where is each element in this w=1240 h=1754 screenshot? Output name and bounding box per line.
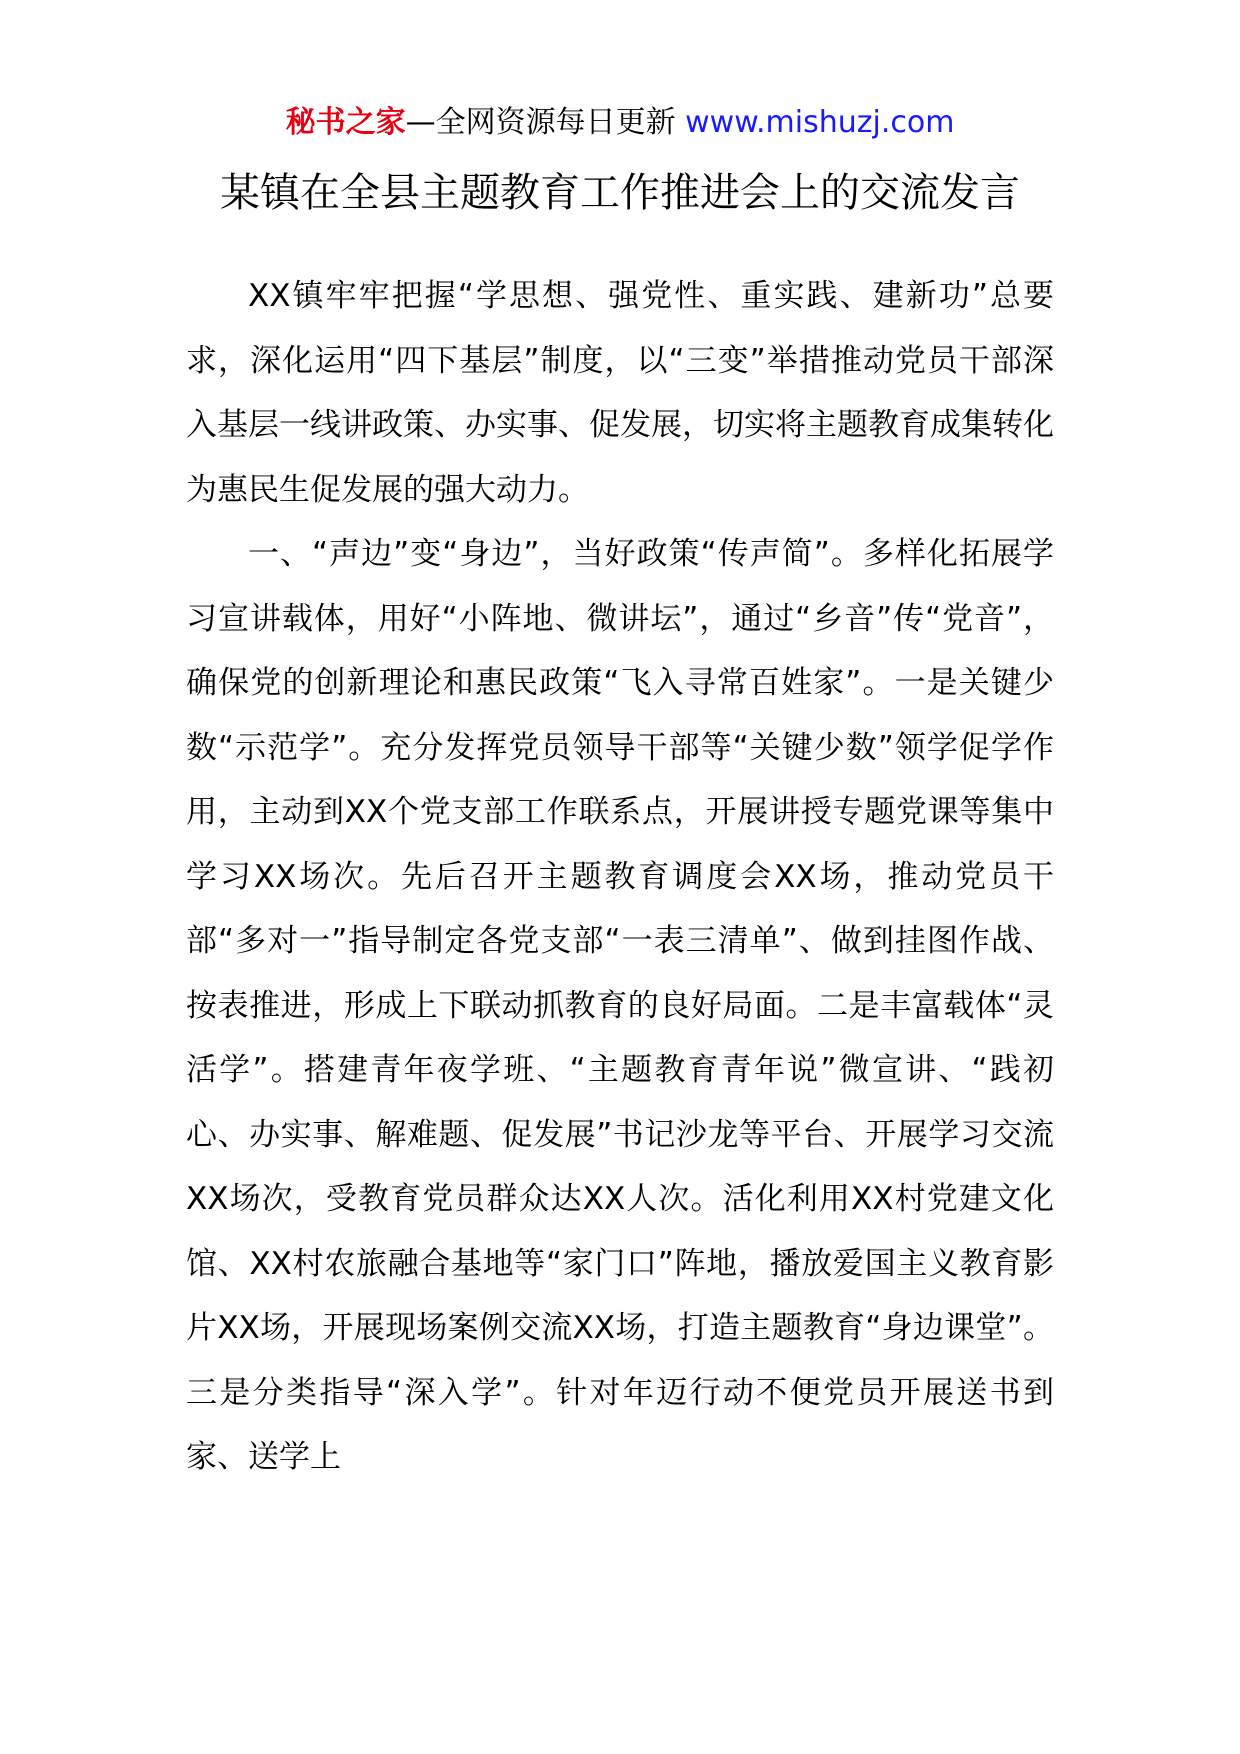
watermark-header <box>0 100 1240 146</box>
document-title: 某镇在全县主题教育工作推进会上的交流发言 <box>220 170 1020 216</box>
brand-name: 秘书之家 <box>285 105 406 140</box>
document-body <box>186 264 1054 1490</box>
paragraph-intro: XX镇牢牢把握“学思想、强党性、重实践、建新功”总要求，深化运用“四下基层”制度，以“三变”举措推动党员干部深入基层一线讲政策、办实事、促发展，切实将主题教育成集转化为惠民生促发展的强大动力。 <box>186 278 1054 508</box>
paragraph-section-one: 一、“声边”变“身边”，当好政策“传声简”。多样化拓展学习宣讲载体，用好“小阵地、微讲坛”，通过“乡音”传“党音”，确保党的创新理论和惠民政策“飞入寻常百姓家”。一是关键少数“示范学”。充分发挥党员领导干部等“关键少数”领学促学作用，主动到XX个党支部工作联系点，开展讲授专题党课等集中学习XX场次。先后召开主题教育调度会XX场，推动党员干部“多对一”指导制定各党支部“一表三清单”、做到挂图作战、按表推进，形成上下联动抓教育的良好局面。二是丰富载体“灵活学”。搭建青年夜学班、“主题教育青年说”微宣讲、“践初心、办实事、解难题、促发展”书记沙龙等平台、开展学习交流XX场次，受教育党员群众达XX人次。活化利用XX村党建文化馆、XX村农旅融合基地等“家门口”阵地，播放爱国主义教育影片XX场，开展现场案例交流XX场，打造主题教育“身边课堂”。三是分类指导“深入学”。针对年迈行动不便党员开展送书到家、送学上 <box>186 536 1054 1475</box>
brand-tagline: —全网资源每日更新 <box>405 105 676 140</box>
site-url-link[interactable]: www.mishuzj.com <box>685 105 955 140</box>
